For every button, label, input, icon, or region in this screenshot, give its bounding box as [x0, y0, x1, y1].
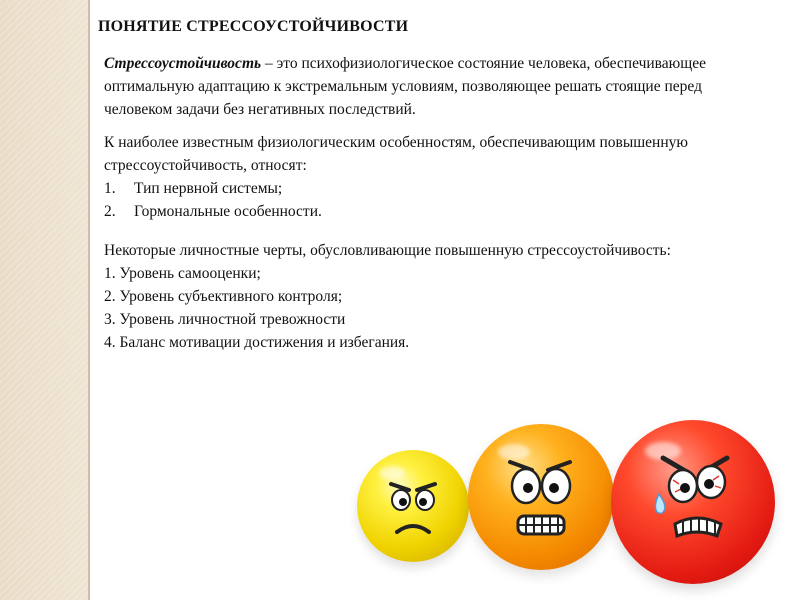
angry-crying-face-icon: [611, 420, 775, 584]
yellow-stress-ball: [357, 450, 469, 562]
list-item-number: 2.: [104, 203, 116, 220]
orange-stress-ball: [468, 424, 614, 570]
red-stress-ball: [611, 420, 775, 584]
list-item: [104, 177, 754, 200]
decorative-side-strip: [0, 0, 88, 600]
side-strip-border: [88, 0, 90, 600]
list-item: 4. Баланс мотивации достижения и избегания.: [104, 334, 410, 351]
definition-paragraph: [104, 52, 754, 121]
worried-face-icon: [357, 450, 469, 562]
list-item: [104, 200, 754, 223]
slide-content: [104, 52, 754, 364]
definition-text: – это психофизиологическое состояние человека, обеспечивающее оптимальную адаптацию к экстремальным условиям, позволяющее решать стоящие перед человеком задачи без негативных последствий.: [104, 55, 706, 118]
grimacing-face-icon: [468, 424, 614, 570]
personal-section: [104, 239, 754, 354]
list-item-text: Гормональные особенности.: [134, 203, 322, 220]
definition-term: Стрессоустойчивость: [104, 55, 262, 72]
list-item: 1. Уровень самооценки;: [104, 265, 261, 282]
personal-intro: Некоторые личностные черты, обусловливающие повышенную стрессоустойчивость:: [104, 242, 671, 259]
physiological-section: [104, 131, 754, 223]
list-item: 2. Уровень субъективного контроля;: [104, 288, 343, 305]
slide-title: ПОНЯТИЕ СТРЕССОУСТОЙЧИВОСТИ: [98, 18, 409, 35]
list-item-number: 1.: [104, 180, 116, 197]
physiological-intro: К наиболее известным физиологическим особенностям, обеспечивающим повышенную стрессоустойчивость, относят:: [104, 134, 688, 174]
personal-list: [104, 262, 754, 354]
list-item: 3. Уровень личностной тревожности: [104, 311, 346, 328]
physiological-list: [104, 177, 754, 223]
list-item-text: Тип нервной системы;: [134, 180, 283, 197]
